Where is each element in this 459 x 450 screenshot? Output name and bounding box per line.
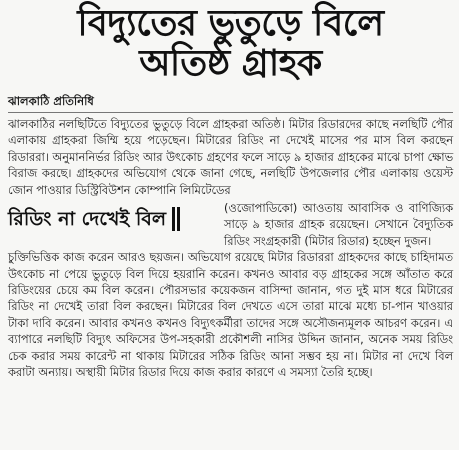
byline: ঝালকাঠি প্রতিনিধি [8, 94, 94, 108]
subhead-bar-ornament [172, 207, 175, 231]
headline-line-2: অতিষ্ঠ গ্রাহক [139, 43, 322, 84]
paragraph-1: ঝালকাঠির নলছিটিতে বিদ্যুতের ভুতুড়ে বিলে গ্রাহকরা অতিষ্ঠ। মিটার রিডারদের কাছে নলছিটি পৌর এলাকায় গ্রাহকরা জিম্মি হয়ে পড়েছেন। মিটারের রিডিং না দেখেই মাসের পর মাস বিল করছেন রিডাররা। অনুমাননির্ভর রিডিং আর উৎকোচ গ্রহণের ফলে সাড়ে ৯ হাজার গ্রাহকের মাঝে চাপা ক্ষোভ বিরাজ করছে। গ্রাহকদের অভিযোগ থেকে জানা গেছে, নলছিটি উপজেলার পৌর এলাকায় ওয়েস্ট জোন পাওয়ার ডিস্ট্রিবিউশন কোম্পানি লিমিটেডের [8, 118, 453, 197]
subhead-block [8, 201, 218, 231]
subhead-row [8, 201, 453, 250]
paragraph-2: চুক্তিভিত্তিক কাজ করেন আরও ছয়জন। অভিযোগ রয়েছে মিটার রিডাররা গ্রাহকদের কাছে চাহিদামত উৎকোচ না পেয়ে ভুতুড়ে বিল দিয়ে হয়রানি করেন। কখনও আবার বড় গ্রাহকের সঙ্গে আঁতাত করে রিডিংয়ের চেয়ে কম বিল করেন। পৌরসভার কয়েকজন বাসিন্দা জানান, গত দুই মাস ধরে মিটারের রিডিং না দেখেই তারা বিল করছেন। মিটারের বিল দেখতে এসে তারা মাঝে মধ্যে চা-পান খাওয়ার টাকা দাবি করেন। আবার কখনও কখনও বিদ্যুৎকর্মীরা তাদের সঙ্গে অসৌজন্যমূলক আচরণ করেন। এ ব্যাপারে নলছিটি বিদ্যুৎ অফিসের উপ-সহকারী প্রকৌশলী নাসির উদ্দিন জানান, অনেক সময় রিডিং চেক করার সময় কারেন্ট না থাকায় মিটারের সঠিক রিডিং আনা সম্ভব হয় না। মিটার না দেখে বিল করাটা অন্যায়। অস্থায়ী মিটার রিডার দিয়ে কাজ করার কারণে এ সমস্যা তৈরি হচ্ছে। [8, 251, 453, 380]
headline-line-1: বিদ্যুতের ভুতুড়ে বিলে [77, 3, 384, 44]
divider [8, 112, 453, 113]
subhead: রিডিং না দেখেই বিল [8, 208, 167, 231]
headline [8, 4, 453, 84]
paragraph-side: (ওজোপাডিকো) আওতায় আবাসিক ও বাণিজ্যিক সাড়ে ৯ হাজার গ্রাহক রয়েছেন। সেখানে বৈদ্যুতিক রিডিং সংগ্রহকারী (মিটার রিডার) হচ্ছেন দুজন। [224, 202, 453, 248]
